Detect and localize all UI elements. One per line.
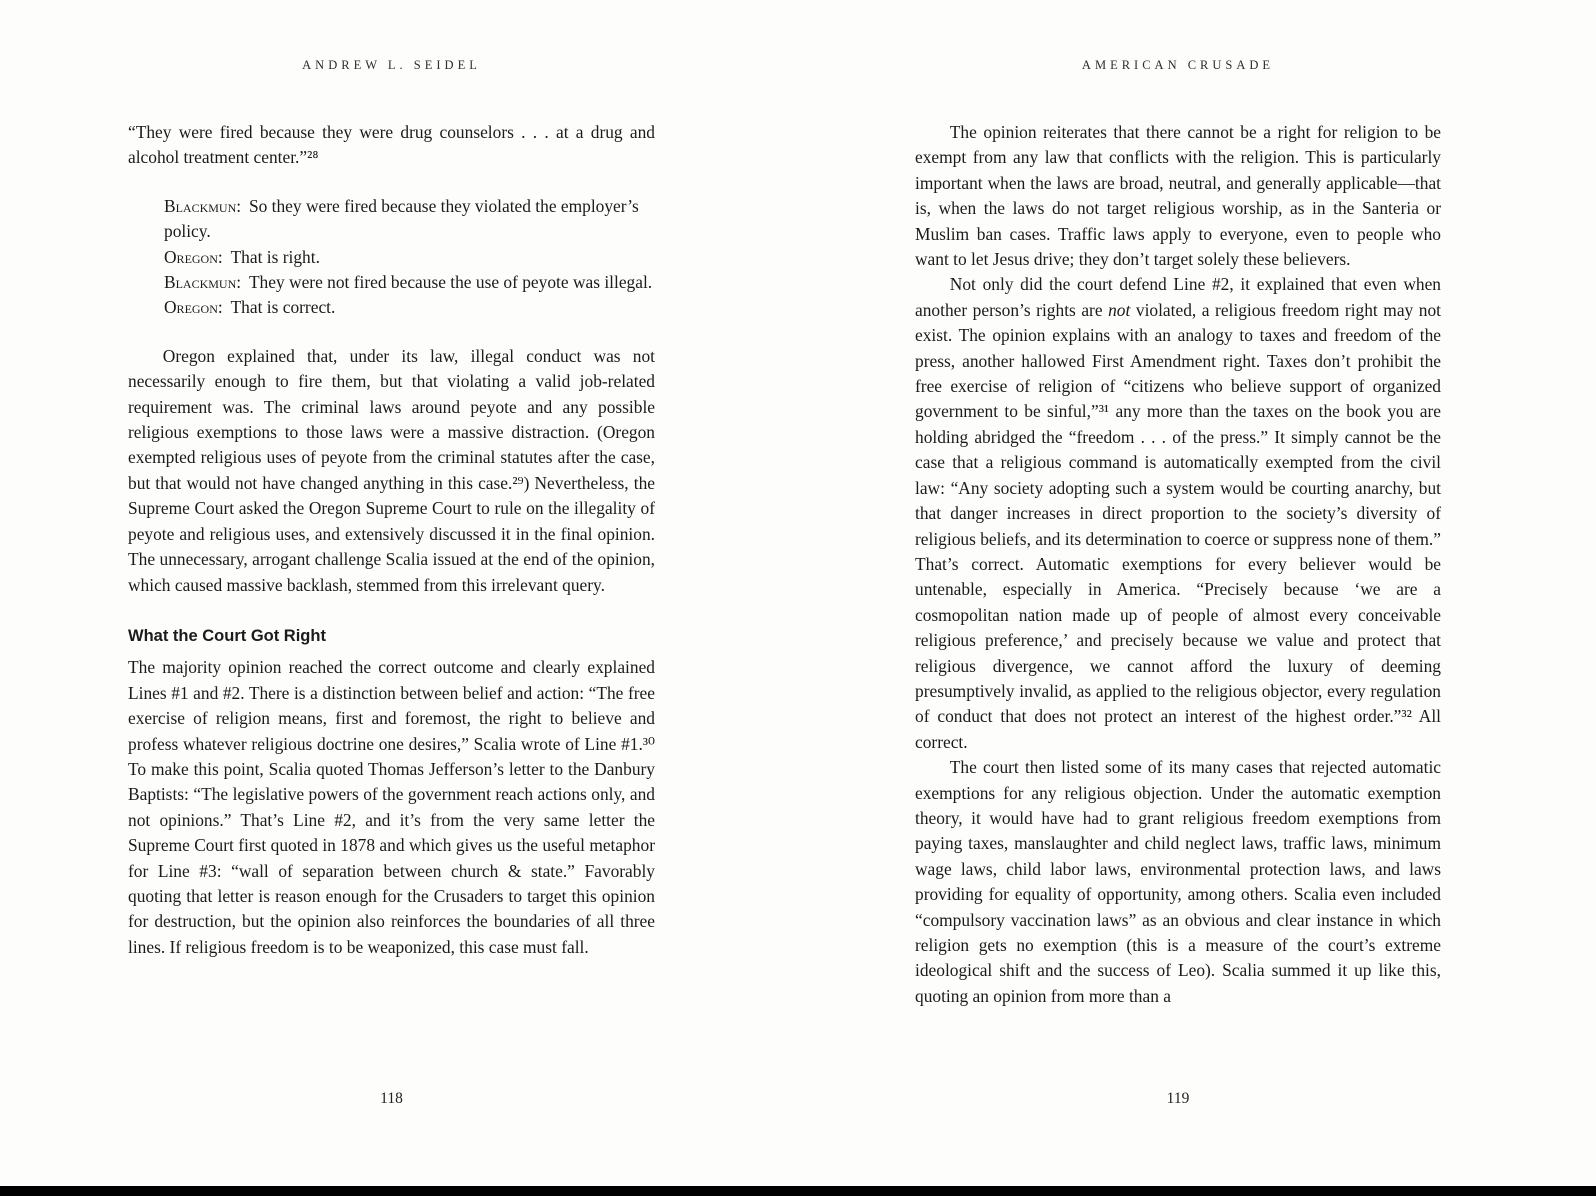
page-number-left: 118 [380,1090,403,1107]
page-left-body [128,120,655,960]
dialogue-line [164,270,655,295]
page-left [128,0,655,1196]
dialogue-text: They were not fired because the use of peyote was illegal. [248,272,653,293]
dialogue-line [164,295,655,320]
body-paragraph: The majority opinion reached the correct outcome and clearly explained Lines #1 and #2. There is a distinction between belief and action: “The free exercise of religion means, first and foremost, the right to believe and profess whatever religious doctrine one desires,” Scalia wrote of Line #1.³⁰ To make this point, Scalia quoted Thomas Jefferson’s letter to the Danbury Baptists: “The legislative powers of the government reach actions only, and not opinions.” That’s Line #2, and it’s from the very same letter the Supreme Court first quoted in 1878 and which gives us the useful metaphor for Line #3: “wall of separation between church & state.” Favorably quoting that letter is reason enough for the Crusaders to target this opinion for destruction, but the opinion also reinforces the boundaries of all three lines. If religious freedom is to be weaponized, this case must fall. [128,657,655,957]
running-header-right: AMERICAN CRUSADE [1081,58,1275,72]
body-paragraph: Oregon explained that, under its law, illegal conduct was not necessarily enough to fire them, but that violating a valid job-related requirement was. The criminal laws around peyote and any possible religious exemptions to those laws were a massive distraction. (Oregon exempted religious uses of peyote from the criminal statutes after the case, but that would not have changed anything in this case.²⁹) Nevertheless, the Supreme Court asked the Oregon Supreme Court to rule on the illegality of peyote and religious uses, and extensively discussed it in the final opinion. The unnecessary, arrogant challenge Scalia issued at the end of the opinion, which caused massive backlash, stemmed from this irrelevant query. [128,345,655,595]
opening-paragraph: “They were fired because they were drug counselors . . . at a drug and alcohol treatment center.”²⁸ [128,122,655,168]
body-paragraph: The opinion reiterates that there cannot be a right for religion to be exempt from any law that conflicts with the religion. This is particularly important when the laws are broad, neutral, and generally applicable—that is, when the laws do not target religious worship, as in the Santeria or Muslim ban cases. Traffic laws apply to everyone, even to people who want to let Jesus drive; they don’t target solely these believers. [915,122,1441,270]
dialogue-block [164,194,655,321]
body-paragraph: The court then listed some of its many cases that rejected automatic exemptions for any religious objection. Under the automatic exemption theory, it would have had to grant religious freedom exemptions from paying taxes, manslaughter and child neglect laws, traffic laws, minimum wage laws, child labor laws, environmental protection laws, and laws providing for equality of opportunity, among others. Scalia even included “compulsory vaccination laws” as an obvious and clear instance in which religion gets no exemption (this is a measure of the court’s extreme ideological shift and the success of Leo). Scalia summed it up like this, quoting an opinion from more than a [915,757,1441,1006]
speaker-name: Blackmun: [164,195,242,216]
speaker-name: Oregon: [164,246,223,267]
dialogue-text: That is correct. [230,297,336,318]
speaker-name: Blackmun: [164,272,242,293]
bottom-edge-bar [0,1186,1596,1196]
body-paragraph: Not only did the court defend Line #2, it explained that even when another person’s rights are not violated, a religious freedom right may not exist. The opinion explains with an analogy to taxes and freedom of the press, another hallowed First Amendment right. Taxes don’t prohibit the free exercise of religion of “citizens who believe support of organized government to be sinful,”³¹ any more than the taxes on the book you are holding abridged the “freedom . . . of the press.” It simply cannot be the case that a religious command is automatically exempted from the civil law: “Any society adopting such a system would be courting anarchy, but that danger increases in direct proportion to the society’s diversity of religious beliefs, and its determination to coerce or suppress none of them.” That’s correct. Automatic exemptions for every believer would be untenable, especially in America. “Precisely because ‘we are a cosmopolitan nation made up of people of almost every conceivable religious preference,’ and precisely because we value and protect that religious divergence, we cannot afford the luxury of deeming presumptively invalid, as applied to the religious objector, every regulation of conduct that does not protect an interest of the highest order.”³² All correct. [915,274,1441,752]
running-header-left: ANDREW L. SEIDEL [302,58,481,72]
dialogue-text: So they were fired because they violated the employer’s policy. [164,195,639,242]
section-heading: What the Court Got Right [128,626,326,645]
dialogue-line [164,194,655,245]
page-right [915,0,1441,1196]
page-number-right: 119 [1166,1090,1190,1107]
dialogue-line [164,245,655,270]
page-right-body [915,120,1441,1009]
dialogue-text: That is right. [230,246,320,267]
speaker-name: Oregon: [164,297,223,318]
